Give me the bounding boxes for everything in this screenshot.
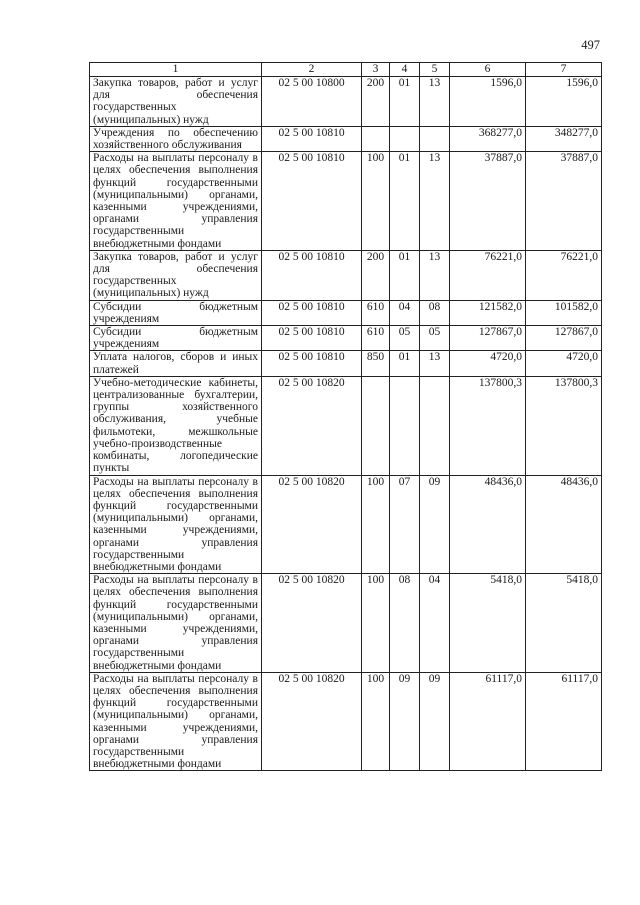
header-cell-3: 3 <box>362 63 390 77</box>
row-vr: 100 <box>362 672 390 771</box>
row-code: 02 5 00 10810 <box>262 250 362 300</box>
row-value-2: 348277,0 <box>526 126 602 151</box>
row-rz: 04 <box>390 300 420 325</box>
row-name: Субсидии бюджетным учреждениям <box>90 300 262 325</box>
row-vr: 200 <box>362 250 390 300</box>
row-vr: 100 <box>362 574 390 673</box>
row-name: Расходы на выплаты персоналу в целях обеспечения выполнения функций государственными (муниципальными) органами, казенными учреждениями, органами управления государственными внебюджетными фондами <box>90 574 262 673</box>
row-name: Учебно-методические кабинеты, централизованные бухгалтерии, группы хозяйственного обслуживания, учебные фильмотеки, межшкольные учебно-производственные комбинаты, логопедические пункты <box>90 376 262 475</box>
row-rz: 01 <box>390 351 420 376</box>
row-pr: 09 <box>420 672 450 771</box>
row-code: 02 5 00 10820 <box>262 475 362 574</box>
table-row <box>90 574 602 673</box>
row-value-2: 101582,0 <box>526 300 602 325</box>
row-code: 02 5 00 10820 <box>262 376 362 475</box>
row-name: Закупка товаров, работ и услуг для обеспечения государственных (муниципальных) нужд <box>90 77 262 127</box>
row-pr: 13 <box>420 152 450 251</box>
table-row <box>90 300 602 325</box>
row-vr: 200 <box>362 77 390 127</box>
row-value-1: 76221,0 <box>450 250 526 300</box>
row-vr: 850 <box>362 351 390 376</box>
row-code: 02 5 00 10810 <box>262 351 362 376</box>
row-rz: 01 <box>390 250 420 300</box>
row-rz: 08 <box>390 574 420 673</box>
row-vr: 100 <box>362 475 390 574</box>
table-row <box>90 376 602 475</box>
row-value-2: 1596,0 <box>526 77 602 127</box>
row-rz: 01 <box>390 77 420 127</box>
row-pr <box>420 126 450 151</box>
table-row <box>90 250 602 300</box>
page-number: 497 <box>581 38 600 52</box>
row-code: 02 5 00 10810 <box>262 300 362 325</box>
row-code: 02 5 00 10810 <box>262 152 362 251</box>
row-code: 02 5 00 10810 <box>262 126 362 151</box>
row-code: 02 5 00 10800 <box>262 77 362 127</box>
row-value-2: 4720,0 <box>526 351 602 376</box>
row-value-1: 121582,0 <box>450 300 526 325</box>
row-name: Закупка товаров, работ и услуг для обеспечения государственных (муниципальных) нужд <box>90 250 262 300</box>
row-pr: 13 <box>420 77 450 127</box>
table-row <box>90 351 602 376</box>
row-name: Уплата налогов, сборов и иных платежей <box>90 351 262 376</box>
row-value-1: 368277,0 <box>450 126 526 151</box>
row-value-2: 5418,0 <box>526 574 602 673</box>
row-value-1: 4720,0 <box>450 351 526 376</box>
row-vr: 610 <box>362 300 390 325</box>
row-value-2: 127867,0 <box>526 326 602 351</box>
row-value-1: 48436,0 <box>450 475 526 574</box>
budget-table <box>89 62 602 771</box>
header-cell-1: 1 <box>90 63 262 77</box>
row-vr: 610 <box>362 326 390 351</box>
table-row <box>90 77 602 127</box>
row-pr <box>420 376 450 475</box>
table-row <box>90 152 602 251</box>
header-cell-5: 5 <box>420 63 450 77</box>
row-vr <box>362 376 390 475</box>
header-cell-4: 4 <box>390 63 420 77</box>
row-value-1: 127867,0 <box>450 326 526 351</box>
header-cell-7: 7 <box>526 63 602 77</box>
table-row <box>90 326 602 351</box>
table-row <box>90 475 602 574</box>
header-cell-2: 2 <box>262 63 362 77</box>
table-row <box>90 672 602 771</box>
row-value-1: 137800,3 <box>450 376 526 475</box>
row-name: Учреждения по обеспечению хозяйственного обслуживания <box>90 126 262 151</box>
row-value-2: 37887,0 <box>526 152 602 251</box>
row-pr: 13 <box>420 351 450 376</box>
row-code: 02 5 00 10820 <box>262 672 362 771</box>
row-rz <box>390 126 420 151</box>
row-name: Расходы на выплаты персоналу в целях обеспечения выполнения функций государственными (муниципальными) органами, казенными учреждениями, органами управления государственными внебюджетными фондами <box>90 152 262 251</box>
row-rz: 05 <box>390 326 420 351</box>
row-pr: 13 <box>420 250 450 300</box>
row-value-1: 37887,0 <box>450 152 526 251</box>
row-name: Расходы на выплаты персоналу в целях обеспечения выполнения функций государственными (муниципальными) органами, казенными учреждениями, органами управления государственными внебюджетными фондами <box>90 475 262 574</box>
row-value-1: 5418,0 <box>450 574 526 673</box>
row-pr: 05 <box>420 326 450 351</box>
row-rz <box>390 376 420 475</box>
header-cell-6: 6 <box>450 63 526 77</box>
row-pr: 08 <box>420 300 450 325</box>
row-rz: 09 <box>390 672 420 771</box>
row-code: 02 5 00 10820 <box>262 574 362 673</box>
row-vr: 100 <box>362 152 390 251</box>
row-pr: 09 <box>420 475 450 574</box>
row-value-2: 61117,0 <box>526 672 602 771</box>
row-value-1: 61117,0 <box>450 672 526 771</box>
row-value-1: 1596,0 <box>450 77 526 127</box>
row-value-2: 76221,0 <box>526 250 602 300</box>
table-row <box>90 126 602 151</box>
row-vr <box>362 126 390 151</box>
row-rz: 07 <box>390 475 420 574</box>
row-name: Расходы на выплаты персоналу в целях обеспечения выполнения функций государственными (муниципальными) органами, казенными учреждениями, органами управления государственными внебюджетными фондами <box>90 672 262 771</box>
row-rz: 01 <box>390 152 420 251</box>
row-value-2: 48436,0 <box>526 475 602 574</box>
row-name: Субсидии бюджетным учреждениям <box>90 326 262 351</box>
header-row <box>90 63 602 77</box>
row-value-2: 137800,3 <box>526 376 602 475</box>
row-pr: 04 <box>420 574 450 673</box>
row-code: 02 5 00 10810 <box>262 326 362 351</box>
